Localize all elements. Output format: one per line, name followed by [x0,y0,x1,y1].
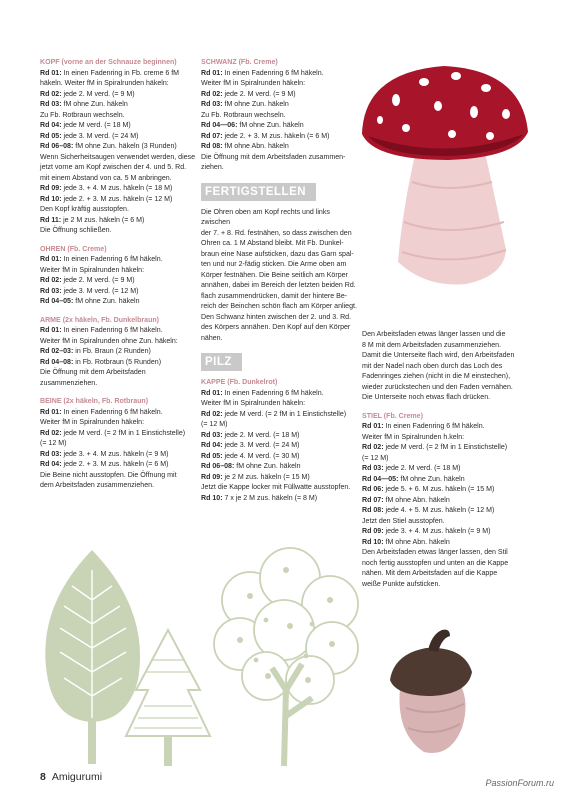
line-text: dem Arbeitsfaden zusammenziehen. [40,482,154,489]
line-text: Fadenringes ziehen (nicht in die M einstechen), [362,373,511,380]
text-line [201,271,359,282]
text-line [40,439,198,450]
text-line [362,496,522,507]
text-line [362,580,522,591]
text-line [201,483,359,494]
round-label: Rd 01: [362,423,384,430]
line-text: Die Öffnung mit dem Arbeitsfaden zusammen- [201,153,346,161]
line-text: Die Beine nicht ausstopfen. Die Öffnung mit [40,471,177,479]
line-text: Den Schwanz hinten zwischen der 2. und 3. Rd. [201,313,352,321]
line-text: Körper festnähen. Die Beine seitlich am Körper [201,271,348,279]
line-text: jede 2. M verd. (= 9 M) [61,277,135,284]
text-line [40,418,198,429]
line-text: jede M verd. (= 2 fM in 1 Einstichstelle) [383,444,508,451]
round-label: Rd 02: [40,277,62,284]
text-line [201,229,359,240]
text-line [362,517,522,528]
text-line [201,302,359,313]
text-line [40,429,198,440]
line-text: ten und nur 2-fädig sticken. Die Arme oben am [201,261,347,268]
line-text: häkeln. Weiter fM in Spiralrunden häkeln: [40,80,169,87]
line-text: jede 4. + 5. M zus. häkeln (= 12 M) [383,507,495,514]
line-text: jede 2. + 3. M zus. häkeln (= 6 M) [222,132,330,140]
text-line [201,142,359,153]
line-text: nähen. [201,334,223,342]
round-label: Rd 10: [362,538,384,546]
section-bar: PILZ [201,353,242,371]
round-label: Rd 03: [201,101,223,108]
line-text: 7 x je 2 M zus. häkeln (= 8 M) [222,494,318,502]
line-text: Weiter fM in Spiralrunden häkeln: [40,419,145,426]
line-text: Den Arbeitsfaden etwas länger lassen, den Stil [362,549,508,556]
round-label: Rd 01: [40,327,62,334]
round-label: Rd 03: [201,431,223,439]
text-line [40,111,198,122]
line-text: (= 12 M) [201,421,228,428]
text-line [201,111,359,122]
round-label: Rd 02: [201,90,223,98]
line-text: jede 5. + 6. M zus. häkeln (= 15 M) [383,486,495,493]
round-label: Rd 01: [40,69,62,77]
text-line [362,485,522,496]
text-line [40,460,198,471]
line-text: fM ohne Zun. häkeln [61,101,128,108]
line-text: fM ohne Zun. häkeln [73,298,140,305]
text-line [201,441,359,452]
text-line [40,255,198,266]
round-label: Rd 02: [40,90,62,98]
line-text: wieder zurückstechen und den Faden vernähen. [362,383,513,391]
text-line [40,195,198,206]
text-line [362,393,522,404]
text-line [201,494,359,505]
round-label: Rd 10: [40,195,62,203]
round-label: Rd 09: [362,528,384,535]
line-text: In einen Fadenring 6 fM häkeln. [61,327,163,334]
text-line [362,559,522,570]
line-text: In einen Fadenring 6 fM häkeln. [61,256,163,263]
text-line [40,450,198,461]
line-text: In einen Fadenring 6 fM häkeln. [222,389,324,397]
text-line [362,330,522,341]
line-text: Die Ohren oben am Kopf rechts und links zwischen [201,208,330,226]
round-label: Rd 05: [40,132,62,140]
text-line [201,473,359,484]
line-text: in Fb. Rotbraun (5 Runden) [73,358,162,366]
round-label: Rd 06: [362,486,384,493]
text-line [40,163,198,174]
round-label: Rd 03: [40,450,62,458]
round-label: Rd 06–08: [201,463,235,470]
column-right [362,330,522,590]
round-label: Rd 07: [362,496,384,504]
text-line [201,90,359,101]
line-text: In einen Fadenring in Fb. creme 6 fM [61,69,180,77]
text-line [201,420,359,431]
round-label: Rd 04–05: [40,298,74,305]
line-text: Die Öffnung schließen. [40,227,112,234]
text-line [362,527,522,538]
text-line [40,174,198,185]
mushroom-image [356,62,536,292]
text-line [40,69,198,80]
line-text: In einen Fadenring 6 fM häkeln. [383,423,485,430]
round-label: Rd 04—06: [201,122,238,129]
section-bar: FERTIGSTELLEN [201,183,316,201]
line-text: Damit die Unterseite flach wird, den Arbeitsfaden [362,352,515,359]
text-line [362,433,522,444]
round-label: Rd 10: [201,494,223,502]
text-line [362,454,522,465]
text-line [362,475,522,486]
line-text: jede M verd. (= 18 M) [61,122,131,129]
line-text: Den Arbeitsfaden etwas länger lassen und die [362,331,506,338]
text-line [362,351,522,362]
text-line [40,347,198,358]
line-text: ziehen. [201,164,224,171]
text-line [362,569,522,580]
text-line [201,121,359,132]
text-line [40,266,198,277]
text-line [40,326,198,337]
line-text: (= 12 M) [40,440,67,447]
round-label: Rd 03: [40,101,62,108]
round-label: Rd 02–03: [40,348,74,355]
line-text: 8 M mit dem Arbeitsfaden zusammenziehen. [362,341,502,349]
line-text: Jetzt den Stiel ausstopfen. [362,517,445,525]
round-label: Rd 02: [362,444,384,451]
round-label: Rd 03: [362,465,384,472]
line-text: jede 2. + 3. M zus. häkeln (= 12 M) [61,195,173,203]
round-label: Rd 07: [201,132,223,140]
text-line [40,408,198,419]
line-text: fM ohne Abn. häkeln [383,538,450,546]
text-line [201,462,359,473]
column-left [40,58,198,492]
line-text: jede 4. M verd. (= 30 M) [222,452,300,460]
text-line [201,431,359,442]
line-text: annähen, dabei im Bereich der letzten beiden Rd. [201,282,356,289]
text-line [201,452,359,463]
text-line [40,226,198,237]
line-text: Zu Fb. Rotbraun wechseln. [201,111,286,119]
line-text: Ohren ca. 1 M Abstand bleibt. Mit Fb. Dunkel- [201,240,344,247]
text-line [40,153,198,164]
line-text: jede 2. M verd. (= 9 M) [222,90,296,98]
section-heading: OHREN (Fb. Creme) [40,245,107,253]
section-heading: SCHWANZ (Fb. Creme) [201,59,278,66]
text-line [40,287,198,298]
line-text: weiße Punkte aufsticken. [362,580,441,588]
line-text: jede 2. M verd. (= 9 M) [61,90,135,98]
round-label: Rd 01: [201,389,223,397]
page-footer [40,771,102,783]
line-text: fM ohne Zun. häkeln [234,463,301,470]
line-text: jede M verd. (= 2 fM in 1 Einstichstelle) [222,410,347,418]
line-text: jede 2. M verd. (= 18 M) [383,465,461,472]
text-line [362,443,522,454]
line-text: flach zusammendrücken, damit der hintere Be- [201,292,348,300]
text-line [40,379,198,390]
section-heading: BEINE (2x häkeln, Fb. Rotbraun) [40,398,149,405]
round-label: Rd 01: [40,256,62,263]
line-text: jede 3. + 4. M zus. häkeln (= 9 M) [383,528,491,535]
text-line [40,90,198,101]
line-text: Wenn Sicherheitsaugen verwendet werden, diese [40,153,195,161]
line-text: des Körpers annähen. Den Kopf auf den Körper [201,324,351,331]
line-text: jede 3. M verd. (= 24 M) [222,442,300,449]
section-name: Amigurumi [51,771,103,783]
line-text: jede 2. + 3. M zus. häkeln (= 6 M) [61,461,169,468]
text-line [201,132,359,143]
text-line [40,184,198,195]
line-text: Den Kopf kräftig ausstopfen. [40,206,129,213]
line-text: je 2 M zus. häkeln (= 6 M) [61,216,145,224]
text-line [201,410,359,421]
line-text: fM ohne Zun. häkeln [237,122,304,129]
line-text: fM ohne Zun. häkeln [398,475,465,483]
section-heading: KAPPE (Fb. Dunkelrot) [201,379,278,386]
acorn-image [380,624,480,764]
section-heading: KOPF (vorne an der Schnauze beginnen) [40,59,177,66]
line-text: nähen. Mit dem Arbeitsfaden auf die Kappe [362,570,498,577]
text-line [40,471,198,482]
line-text: reich der Beinchen schön flach am Körper anliegt. [201,303,357,310]
round-label: Rd 04—05: [362,475,399,483]
text-line [362,362,522,373]
text-line [40,79,198,90]
watermark: PassionForum.ru [485,778,554,788]
line-text: (= 12 M) [362,454,389,462]
tree-illustration [40,540,370,770]
line-text: jede 3. M verd. (= 24 M) [61,132,139,140]
line-text: fM ohne Zun. häkeln [222,101,289,108]
round-label: Rd 09: [40,185,62,192]
text-line [201,250,359,261]
line-text: Zu Fb. Rotbraun wechseln. [40,111,125,119]
line-text: Weiter fM in Spiralrunden ohne Zun. häkeln: [40,337,178,345]
text-line [201,239,359,250]
page-number: 8 [40,771,46,783]
line-text: zusammenziehen. [40,379,98,387]
round-label: Rd 01: [201,69,223,77]
text-line [40,216,198,227]
text-line [201,208,359,229]
line-text: jetzt vorne am Kopf zwischen der 4. und 5. Rd. [40,164,187,171]
text-line [40,358,198,369]
text-line [201,334,359,345]
line-text: In einen Fadenring 6 fM häkeln. [61,408,163,416]
text-line [201,153,359,164]
text-line [362,422,522,433]
text-line [40,132,198,143]
line-text: noch fertig ausstopfen und unten an die Kappe [362,559,509,567]
text-line [201,323,359,334]
text-line [40,100,198,111]
round-label: Rd 08: [362,507,384,514]
text-line [362,538,522,549]
line-text: jede 3. + 4. M zus. häkeln (= 9 M) [61,450,169,458]
text-line [40,337,198,348]
text-line [201,163,359,174]
round-label: Rd 04: [40,122,62,129]
line-text: jede M verd. (= 2 fM in 1 Einstichstelle) [61,429,186,437]
round-label: Rd 01: [40,408,62,416]
line-text: braun eine Nase aufsticken, dazu das Garn spal- [201,250,354,258]
text-line [40,481,198,492]
text-line [201,79,359,90]
round-label: Rd 04–08: [40,358,74,366]
text-line [362,548,522,559]
line-text: jede 2. M verd. (= 18 M) [222,431,300,439]
round-label: Rd 06–08: [40,143,74,150]
text-line [40,368,198,379]
section-heading: ARME (2x häkeln, Fb. Dunkelbraun) [40,316,160,324]
text-line [201,399,359,410]
column-middle [201,58,359,504]
line-text: jede 3. M verd. (= 12 M) [61,287,139,295]
text-line [201,100,359,111]
line-text: Die Unterseite noch etwas flach drücken. [362,394,491,401]
text-line [40,121,198,132]
text-line [40,205,198,216]
text-line [40,142,198,153]
line-text: in Fb. Braun (2 Runden) [73,348,151,355]
section-heading: STIEL (Fb. Creme) [362,412,423,420]
text-line [201,313,359,324]
line-text: fM ohne Zun. häkeln (3 Runden) [73,143,177,150]
round-label: Rd 08: [201,143,223,150]
text-line [201,281,359,292]
line-text: mit einem Abstand von ca. 5 M anbringen. [40,174,172,182]
line-text: Weiter fM in Spiralrunden häkeln: [201,80,306,87]
round-label: Rd 11: [40,216,62,224]
text-line [362,341,522,352]
text-line [362,464,522,475]
text-line [40,297,198,308]
text-line [40,276,198,287]
line-text: mit der Nadel nach oben durch das Loch des [362,362,503,370]
text-line [201,260,359,271]
text-line [201,69,359,80]
line-text: jede 3. + 4. M zus. häkeln (= 18 M) [61,185,173,192]
round-label: Rd 02: [40,429,62,437]
line-text: Weiter fM in Spiralrunden häkeln: [201,400,306,407]
round-label: Rd 02: [201,410,223,418]
line-text: Weiter fM in Spiralrunden häkeln: [40,266,145,274]
round-label: Rd 04: [201,442,223,449]
line-text: Jetzt die Kappe locker mit Füllwatte ausstopfen. [201,484,351,491]
text-line [201,292,359,303]
line-text: fM ohne Abn. häkeln [383,496,450,504]
text-line [362,383,522,394]
round-label: Rd 05: [201,452,223,460]
line-text: In einen Fadenring 6 fM häkeln. [222,69,324,77]
round-label: Rd 04: [40,461,62,468]
text-line [201,389,359,400]
text-line [362,506,522,517]
line-text: der 7. + 8. Rd. festnähen, so dass zwischen den [201,229,352,237]
round-label: Rd 03: [40,287,62,295]
line-text: Weiter fM in Spiralrunden h.keln: [362,433,465,441]
text-line [362,372,522,383]
line-text: je 2 M zus. häkeln (= 15 M) [222,473,310,481]
line-text: fM ohne Abn. häkeln [222,143,289,150]
round-label: Rd 09: [201,473,223,481]
line-text: Die Öffnung mit dem Arbeitsfaden [40,369,146,376]
